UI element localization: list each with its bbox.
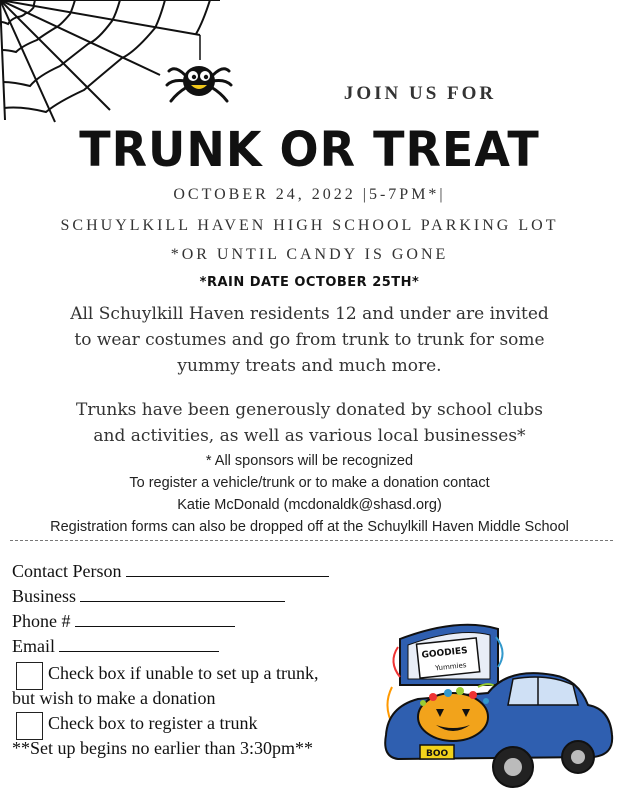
register-note: To register a vehicle/trunk or to make a donation contact — [129, 475, 490, 491]
donation-checkbox-label-cont: but wish to make a donation — [12, 688, 216, 708]
business-field[interactable] — [80, 585, 285, 602]
business-row — [12, 585, 285, 607]
spider-icon — [165, 55, 235, 105]
sign-goodies-text: GOODIES — [421, 645, 469, 661]
sponsors-note: * All sponsors will be recognized — [205, 453, 414, 469]
event-until-note: *OR UNTIL CANDY IS GONE — [170, 246, 449, 263]
donation-line: and activities, as well as various local businesses* — [93, 426, 526, 446]
invite-line: yummy treats and much more. — [177, 356, 442, 376]
setup-note: **Set up begins no earlier than 3:30pm** — [12, 738, 313, 758]
dropoff-note: Registration forms can also be dropped off at the Schuylkill Haven Middle School — [50, 519, 569, 535]
phone-label: Phone # — [12, 611, 71, 631]
register-trunk-checkbox[interactable] — [16, 712, 43, 740]
phone-field[interactable] — [75, 610, 235, 627]
license-plate-text: BOO — [426, 749, 449, 759]
contact-person-label: Contact Person — [12, 561, 122, 581]
sign-yummies-text: Yummies — [434, 661, 467, 673]
join-us-heading: JOIN US FOR — [343, 83, 497, 104]
business-label: Business — [12, 586, 77, 606]
donation-checkbox-label: Check box if unable to set up a trunk, — [48, 663, 319, 683]
donation-paragraph — [0, 397, 619, 449]
candy-car-illustration — [378, 617, 618, 792]
email-field[interactable] — [59, 635, 219, 652]
phone-row — [12, 610, 235, 632]
contact-person-field[interactable] — [126, 560, 329, 577]
contact-person-row — [12, 560, 329, 582]
rain-date: *RAIN DATE OCTOBER 25TH* — [199, 275, 420, 290]
email-label: Email — [12, 636, 55, 656]
donation-line: Trunks have been generously donated by school clubs — [75, 400, 544, 420]
register-trunk-label: Check box to register a trunk — [48, 713, 258, 733]
event-date-time: OCTOBER 24, 2022 |5-7PM*| — [173, 186, 446, 203]
invite-line: All Schuylkill Haven residents 12 and under are invited — [70, 304, 549, 324]
contact-info: Katie McDonald (mcdonaldk@shasd.org) — [177, 497, 442, 513]
invite-paragraph — [0, 301, 619, 379]
email-row — [12, 635, 219, 657]
donation-checkbox[interactable] — [16, 662, 43, 690]
event-title: TRUNK OR TREAT — [79, 120, 540, 178]
event-location: SCHUYLKILL HAVEN HIGH SCHOOL PARKING LOT — [60, 217, 559, 234]
cut-line-divider — [10, 540, 613, 541]
invite-line: to wear costumes and go from trunk to trunk for some — [74, 330, 545, 350]
